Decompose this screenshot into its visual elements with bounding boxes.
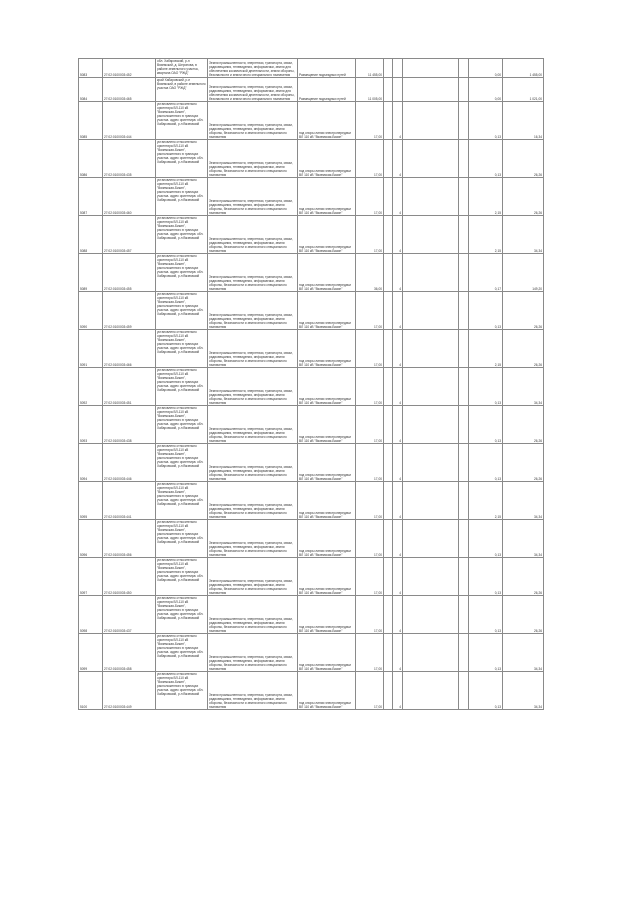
zone-number: 4 [393,178,403,216]
zone-number: 4 [393,292,403,330]
area-value: 17,00 [356,634,384,672]
row-number: 5083 [79,59,103,78]
land-category: Земли промышленности, энергетики, транспорта, связи, радиовещания, телевидения, информатики, земли для обеспечения космической деятельности, земли обороны, безопасности и земли иного специального назначения [208,78,298,102]
table-row [79,178,544,216]
land-category: Земли промышленности, энергетики, транспорта, связи, радиовещания, телевидения, информатики, земли обороны, безопасности и земли иного специального назначения [208,482,298,520]
empty-cell [403,482,459,520]
area-value: 17,00 [356,330,384,368]
permitted-use: под опоры линии электропередачи ВЛ 110 кВ "Вяземская-Бикин" [298,596,356,634]
empty-cell [384,368,393,406]
permitted-use: под опоры линии электропередачи ВЛ 110 кВ "Вяземская-Бикин" [298,330,356,368]
cadastral-number: 27:02:0100003:455 [103,254,156,292]
empty-cell [459,444,469,482]
empty-cell [384,254,393,292]
rate-value: 0,13 [469,596,503,634]
row-number: 5085 [79,102,103,140]
location-address: край Хабаровский, р-н Вяземский, в районе земельного участка ОАО "РЖД" [156,78,208,102]
area-value: 17,00 [356,140,384,178]
row-number: 5088 [79,216,103,254]
rate-value: 0,13 [469,406,503,444]
permitted-use: под опоры линии электропередачи ВЛ 110 кВ "Вяземская-Бикин" [298,292,356,330]
table-row [79,254,544,292]
land-category: Земли промышленности, энергетики, транспорта, связи, радиовещания, телевидения, информатики, земли обороны, безопасности и земли иного специального назначения [208,596,298,634]
location-address: установлено относительно ориентира ВЛ-110 кВ "Вяземская-Бикин", расположенного в границах участка. адрес ориентира: обл. Хабаровский, р-н Вяземский [156,254,208,292]
empty-cell [403,596,459,634]
cadastral-number: 27:02:0100003:459 [103,292,156,330]
land-category: Земли промышленности, энергетики, транспорта, связи, радиовещания, телевидения, информатики, земли обороны, безопасности и земли иного специального назначения [208,254,298,292]
land-category: Земли промышленности, энергетики, транспорта, связи, радиовещания, телевидения, информатики, земли обороны, безопасности и земли иного специального назначения [208,368,298,406]
cadastral-number: 27:02:0100003:465 [103,78,156,102]
land-category: Земли промышленности, энергетики, транспорта, связи, радиовещания, телевидения, информатики, земли обороны, безопасности и земли иного специального назначения [208,216,298,254]
rate-value: 0,13 [469,520,503,558]
land-category: Земли промышленности, энергетики, транспорта, связи, радиовещания, телевидения, информатики, земли для обеспечения космической деятельности, земли обороны, безопасности и земли иного специального назначения [208,59,298,78]
land-category: Земли промышленности, энергетики, транспорта, связи, радиовещания, телевидения, информатики, земли обороны, безопасности и земли иного специального назначения [208,444,298,482]
permitted-use: под опоры линии электропередачи ВЛ 110 кВ "Вяземская-Бикин" [298,102,356,140]
cadastral-number: 27:02:0100003:466 [103,330,156,368]
area-value: 11 005,00 [356,78,384,102]
cadastral-number: 27:02:0100003:458 [103,634,156,672]
zone-number: 4 [393,596,403,634]
empty-cell [459,102,469,140]
zone-number: 4 [393,482,403,520]
empty-cell [384,634,393,672]
zone-number [393,78,403,102]
row-number: 5098 [79,596,103,634]
location-address: установлено относительно ориентира ВЛ-110 кВ "Вяземская-Бикин", расположенного в границах участка. адрес ориентира: обл. Хабаровский, р-н Вяземский [156,330,208,368]
land-category: Земли промышленности, энергетики, транспорта, связи, радиовещания, телевидения, информатики, земли обороны, безопасности и земли иного специального назначения [208,558,298,596]
rate-value: 0,13 [469,102,503,140]
rate-value: 2,15 [469,482,503,520]
row-number: 5087 [79,178,103,216]
cadastral-cost: 34,34 [503,520,544,558]
cadastral-number: 27:02:0100003:444 [103,102,156,140]
zone-number: 4 [393,368,403,406]
empty-cell [403,520,459,558]
cadastral-cost: 16,34 [503,102,544,140]
empty-cell [459,254,469,292]
empty-cell [403,368,459,406]
rate-value: 0,13 [469,368,503,406]
empty-cell [384,140,393,178]
empty-cell [403,672,459,710]
zone-number: 4 [393,634,403,672]
table-row [79,520,544,558]
zone-number: 4 [393,444,403,482]
location-address: установлено относительно ориентира ВЛ-110 кВ "Вяземская-Бикин", расположенного в границах участка. адрес ориентира: обл. Хабаровский, р-н Вяземский [156,672,208,710]
empty-cell [459,368,469,406]
area-value: 17,00 [356,178,384,216]
location-address: установлено относительно ориентира ВЛ-110 кВ "Вяземская-Бикин", расположенного в границах участка. адрес ориентира: обл. Хабаровский, р-н Вяземский [156,482,208,520]
row-number: 5100 [79,672,103,710]
location-address: установлено относительно ориентира ВЛ-110 кВ "Вяземская-Бикин", расположенного в границах участка. адрес ориентира: обл. Хабаровский, р-н Вяземский [156,178,208,216]
area-value: 17,00 [356,520,384,558]
row-number: 5084 [79,78,103,102]
empty-cell [384,330,393,368]
permitted-use: под опоры линии электропередачи ВЛ 110 кВ "Вяземская-Бикин" [298,444,356,482]
empty-cell [403,59,459,78]
empty-cell [384,444,393,482]
land-category: Земли промышленности, энергетики, транспорта, связи, радиовещания, телевидения, информатики, земли обороны, безопасности и земли иного специального назначения [208,330,298,368]
location-address: установлено относительно ориентира ВЛ-110 кВ "Вяземская-Бикин", расположенного в границах участка. адрес ориентира: обл. Хабаровский, р-н Вяземский [156,102,208,140]
table-row [79,140,544,178]
cadastral-cost: 26,26 [503,596,544,634]
empty-cell [384,558,393,596]
empty-cell [403,78,459,102]
permitted-use: под опоры линии электропередачи ВЛ 110 кВ "Вяземская-Бикин" [298,216,356,254]
location-address: установлено относительно ориентира ВЛ-110 кВ "Вяземская-Бикин", расположенного в границах участка. адрес ориентира: обл. Хабаровский, р-н Вяземский [156,596,208,634]
empty-cell [459,292,469,330]
location-address: установлено относительно ориентира ВЛ-110 кВ "Вяземская-Бикин", расположенного в границах участка. адрес ориентира: обл. Хабаровский, р-н Вяземский [156,140,208,178]
table-row [79,558,544,596]
zone-number: 4 [393,254,403,292]
empty-cell [384,596,393,634]
area-value: 17,00 [356,216,384,254]
rate-value: 2,15 [469,330,503,368]
location-address: установлено относительно ориентира ВЛ-110 кВ "Вяземская-Бикин", расположенного в границах участка. адрес ориентира: обл. Хабаровский, р-н Вяземский [156,558,208,596]
empty-cell [403,444,459,482]
area-value: 17,00 [356,672,384,710]
location-address: установлено относительно ориентира ВЛ-110 кВ "Вяземская-Бикин", расположенного в границах участка. адрес ориентира: обл. Хабаровский, р-н Вяземский [156,406,208,444]
rate-value: 0,00 [469,59,503,78]
empty-cell [459,520,469,558]
permitted-use: под опоры линии электропередачи ВЛ 110 кВ "Вяземская-Бикин" [298,672,356,710]
location-address: установлено относительно ориентира ВЛ-110 кВ "Вяземская-Бикин", расположенного в границах участка. адрес ориентира: обл. Хабаровский, р-н Вяземский [156,634,208,672]
area-value: 17,00 [356,558,384,596]
area-value: 17,00 [356,406,384,444]
empty-cell [403,634,459,672]
empty-cell [384,102,393,140]
cadastral-cost: 26,26 [503,330,544,368]
cadastral-cost: 34,34 [503,672,544,710]
table-row [79,216,544,254]
area-value: 11 455,00 [356,59,384,78]
empty-cell [403,330,459,368]
rate-value: 2,15 [469,178,503,216]
empty-cell [403,254,459,292]
row-number: 5086 [79,140,103,178]
location-address: обл. Хабаровский, р-н Вяземский, д. Шеронова, в районе земельного участка, квартала ОАО "РЖД" [156,59,208,78]
cadastral-cost: 34,34 [503,634,544,672]
zone-number: 4 [393,102,403,140]
permitted-use: под опоры линии электропередачи ВЛ 110 кВ "Вяземская-Бикин" [298,634,356,672]
permitted-use: под опоры линии электропередачи ВЛ 110 кВ "Вяземская-Бикин" [298,178,356,216]
rate-value: 0,17 [469,254,503,292]
permitted-use: Размещение подъездных путей [298,59,356,78]
empty-cell [384,292,393,330]
empty-cell [384,520,393,558]
land-category: Земли промышленности, энергетики, транспорта, связи, радиовещания, телевидения, информатики, земли обороны, безопасности и земли иного специального назначения [208,292,298,330]
zone-number: 4 [393,672,403,710]
zone-number: 4 [393,558,403,596]
rate-value: 0,13 [469,444,503,482]
zone-number: 4 [393,406,403,444]
cadastral-cost: 26,26 [503,406,544,444]
empty-cell [403,102,459,140]
cadastral-cost: 26,26 [503,140,544,178]
cadastral-cost: 34,34 [503,482,544,520]
table-row [79,292,544,330]
permitted-use: под опоры линии электропередачи ВЛ 110 кВ "Вяземская-Бикин" [298,368,356,406]
land-category: Земли промышленности, энергетики, транспорта, связи, радиовещания, телевидения, информатики, земли обороны, безопасности и земли иного специального назначения [208,634,298,672]
cadastral-number: 27:02:0100003:437 [103,596,156,634]
permitted-use: под опоры линии электропередачи ВЛ 110 кВ "Вяземская-Бикин" [298,406,356,444]
cadastral-number: 27:02:0100003:457 [103,216,156,254]
zone-number: 4 [393,216,403,254]
zone-number: 4 [393,520,403,558]
empty-cell [384,78,393,102]
area-value: 17,00 [356,596,384,634]
land-category: Земли промышленности, энергетики, транспорта, связи, радиовещания, телевидения, информатики, земли обороны, безопасности и земли иного специального назначения [208,178,298,216]
empty-cell [459,406,469,444]
table-row [79,444,544,482]
row-number: 5093 [79,406,103,444]
table-row [79,78,544,102]
area-value: 17,00 [356,482,384,520]
empty-cell [403,292,459,330]
cadastral-number: 27:02:0100003:452 [103,59,156,78]
area-value: 17,00 [356,292,384,330]
cadastral-number: 27:02:0100003:456 [103,520,156,558]
cadastral-number: 27:02:0100003:449 [103,672,156,710]
row-number: 5091 [79,330,103,368]
empty-cell [459,330,469,368]
empty-cell [384,59,393,78]
cadastral-number: 27:02:0100003:450 [103,558,156,596]
cadastral-cost: 26,26 [503,178,544,216]
empty-cell [384,406,393,444]
area-value: 17,00 [356,102,384,140]
rate-value: 0,13 [469,558,503,596]
permitted-use: под опоры линии электропередачи ВЛ 110 кВ "Вяземская-Бикин" [298,482,356,520]
permitted-use: под опоры линии электропередачи ВЛ 110 кВ "Вяземская-Бикин" [298,520,356,558]
row-number: 5097 [79,558,103,596]
permitted-use: под опоры линии электропередачи ВЛ 110 кВ "Вяземская-Бикин" [298,254,356,292]
empty-cell [459,482,469,520]
empty-cell [459,672,469,710]
rate-value: 0,13 [469,292,503,330]
cadastral-number: 27:02:0100003:435 [103,140,156,178]
cadastral-number: 27:02:0100003:460 [103,178,156,216]
empty-cell [459,178,469,216]
location-address: установлено относительно ориентира ВЛ-110 кВ "Вяземская-Бикин", расположенного в границах участка. адрес ориентира: обл. Хабаровский, р-н Вяземский [156,292,208,330]
empty-cell [384,672,393,710]
empty-cell [459,140,469,178]
empty-cell [384,178,393,216]
document-sheet [78,58,543,710]
table-row [79,330,544,368]
cadastral-cost: 26,26 [503,444,544,482]
cadastral-cost: 149,20 [503,254,544,292]
cadastral-cost: 26,26 [503,292,544,330]
rate-value: 0,13 [469,672,503,710]
empty-cell [403,178,459,216]
row-number: 5096 [79,520,103,558]
row-number: 5090 [79,292,103,330]
location-address: установлено относительно ориентира ВЛ-110 кВ "Вяземская-Бикин", расположенного в границах участка. адрес ориентира: обл. Хабаровский, р-н Вяземский [156,520,208,558]
row-number: 5095 [79,482,103,520]
land-category: Земли промышленности, энергетики, транспорта, связи, радиовещания, телевидения, информатики, земли обороны, безопасности и земли иного специального назначения [208,406,298,444]
table-row [79,672,544,710]
empty-cell [459,78,469,102]
location-address: установлено относительно ориентира ВЛ-110 кВ "Вяземская-Бикин", расположенного в границах участка. адрес ориентира: обл. Хабаровский, р-н Вяземский [156,368,208,406]
cadastral-cost: 34,34 [503,368,544,406]
cadastral-cost: 34,34 [503,216,544,254]
empty-cell [459,634,469,672]
empty-cell [384,216,393,254]
table-row [79,482,544,520]
empty-cell [384,482,393,520]
zone-number: 4 [393,140,403,178]
land-plots-table [78,58,544,710]
empty-cell [459,558,469,596]
empty-cell [403,406,459,444]
location-address: установлено относительно ориентира ВЛ-110 кВ "Вяземская-Бикин", расположенного в границах участка. адрес ориентира: обл. Хабаровский, р-н Вяземский [156,444,208,482]
land-category: Земли промышленности, энергетики, транспорта, связи, радиовещания, телевидения, информатики, земли обороны, безопасности и земли иного специального назначения [208,672,298,710]
table-row [79,368,544,406]
area-value: 17,00 [356,368,384,406]
table-row [79,596,544,634]
cadastral-cost: 26,26 [503,558,544,596]
row-number: 5089 [79,254,103,292]
table-row [79,406,544,444]
empty-cell [403,140,459,178]
permitted-use: Размещение подъездных путей [298,78,356,102]
land-category: Земли промышленности, энергетики, транспорта, связи, радиовещания, телевидения, информатики, земли обороны, безопасности и земли иного специального назначения [208,140,298,178]
permitted-use: под опоры линии электропередачи ВЛ 110 кВ "Вяземская-Бикин" [298,140,356,178]
rate-value: 0,13 [469,140,503,178]
area-value: 17,00 [356,444,384,482]
table-row [79,59,544,78]
row-number: 5094 [79,444,103,482]
empty-cell [459,216,469,254]
empty-cell [459,596,469,634]
cadastral-number: 27:02:0100003:451 [103,368,156,406]
cadastral-cost: 1 455,00 [503,59,544,78]
cadastral-number: 27:02:0100003:446 [103,444,156,482]
rate-value: 0,13 [469,634,503,672]
table-row [79,102,544,140]
cadastral-number: 27:02:0100003:441 [103,482,156,520]
zone-number [393,59,403,78]
rate-value: 2,15 [469,216,503,254]
land-category: Земли промышленности, энергетики, транспорта, связи, радиовещания, телевидения, информатики, земли обороны, безопасности и земли иного специального назначения [208,520,298,558]
land-category: Земли промышленности, энергетики, транспорта, связи, радиовещания, телевидения, информатики, земли обороны, безопасности и земли иного специального назначения [208,102,298,140]
row-number: 5092 [79,368,103,406]
area-value: 36,00 [356,254,384,292]
cadastral-cost: 1 021,00 [503,78,544,102]
zone-number: 4 [393,330,403,368]
permitted-use: под опоры линии электропередачи ВЛ 110 кВ "Вяземская-Бикин" [298,558,356,596]
table-row [79,634,544,672]
empty-cell [403,216,459,254]
row-number: 5099 [79,634,103,672]
rate-value: 0,00 [469,78,503,102]
table-body [79,59,544,710]
empty-cell [403,558,459,596]
location-address: установлено относительно ориентира ВЛ-110 кВ "Вяземская-Бикин", расположенного в границах участка. адрес ориентира: обл. Хабаровский, р-н Вяземский [156,216,208,254]
cadastral-number: 27:02:0100003:438 [103,406,156,444]
empty-cell [459,59,469,78]
